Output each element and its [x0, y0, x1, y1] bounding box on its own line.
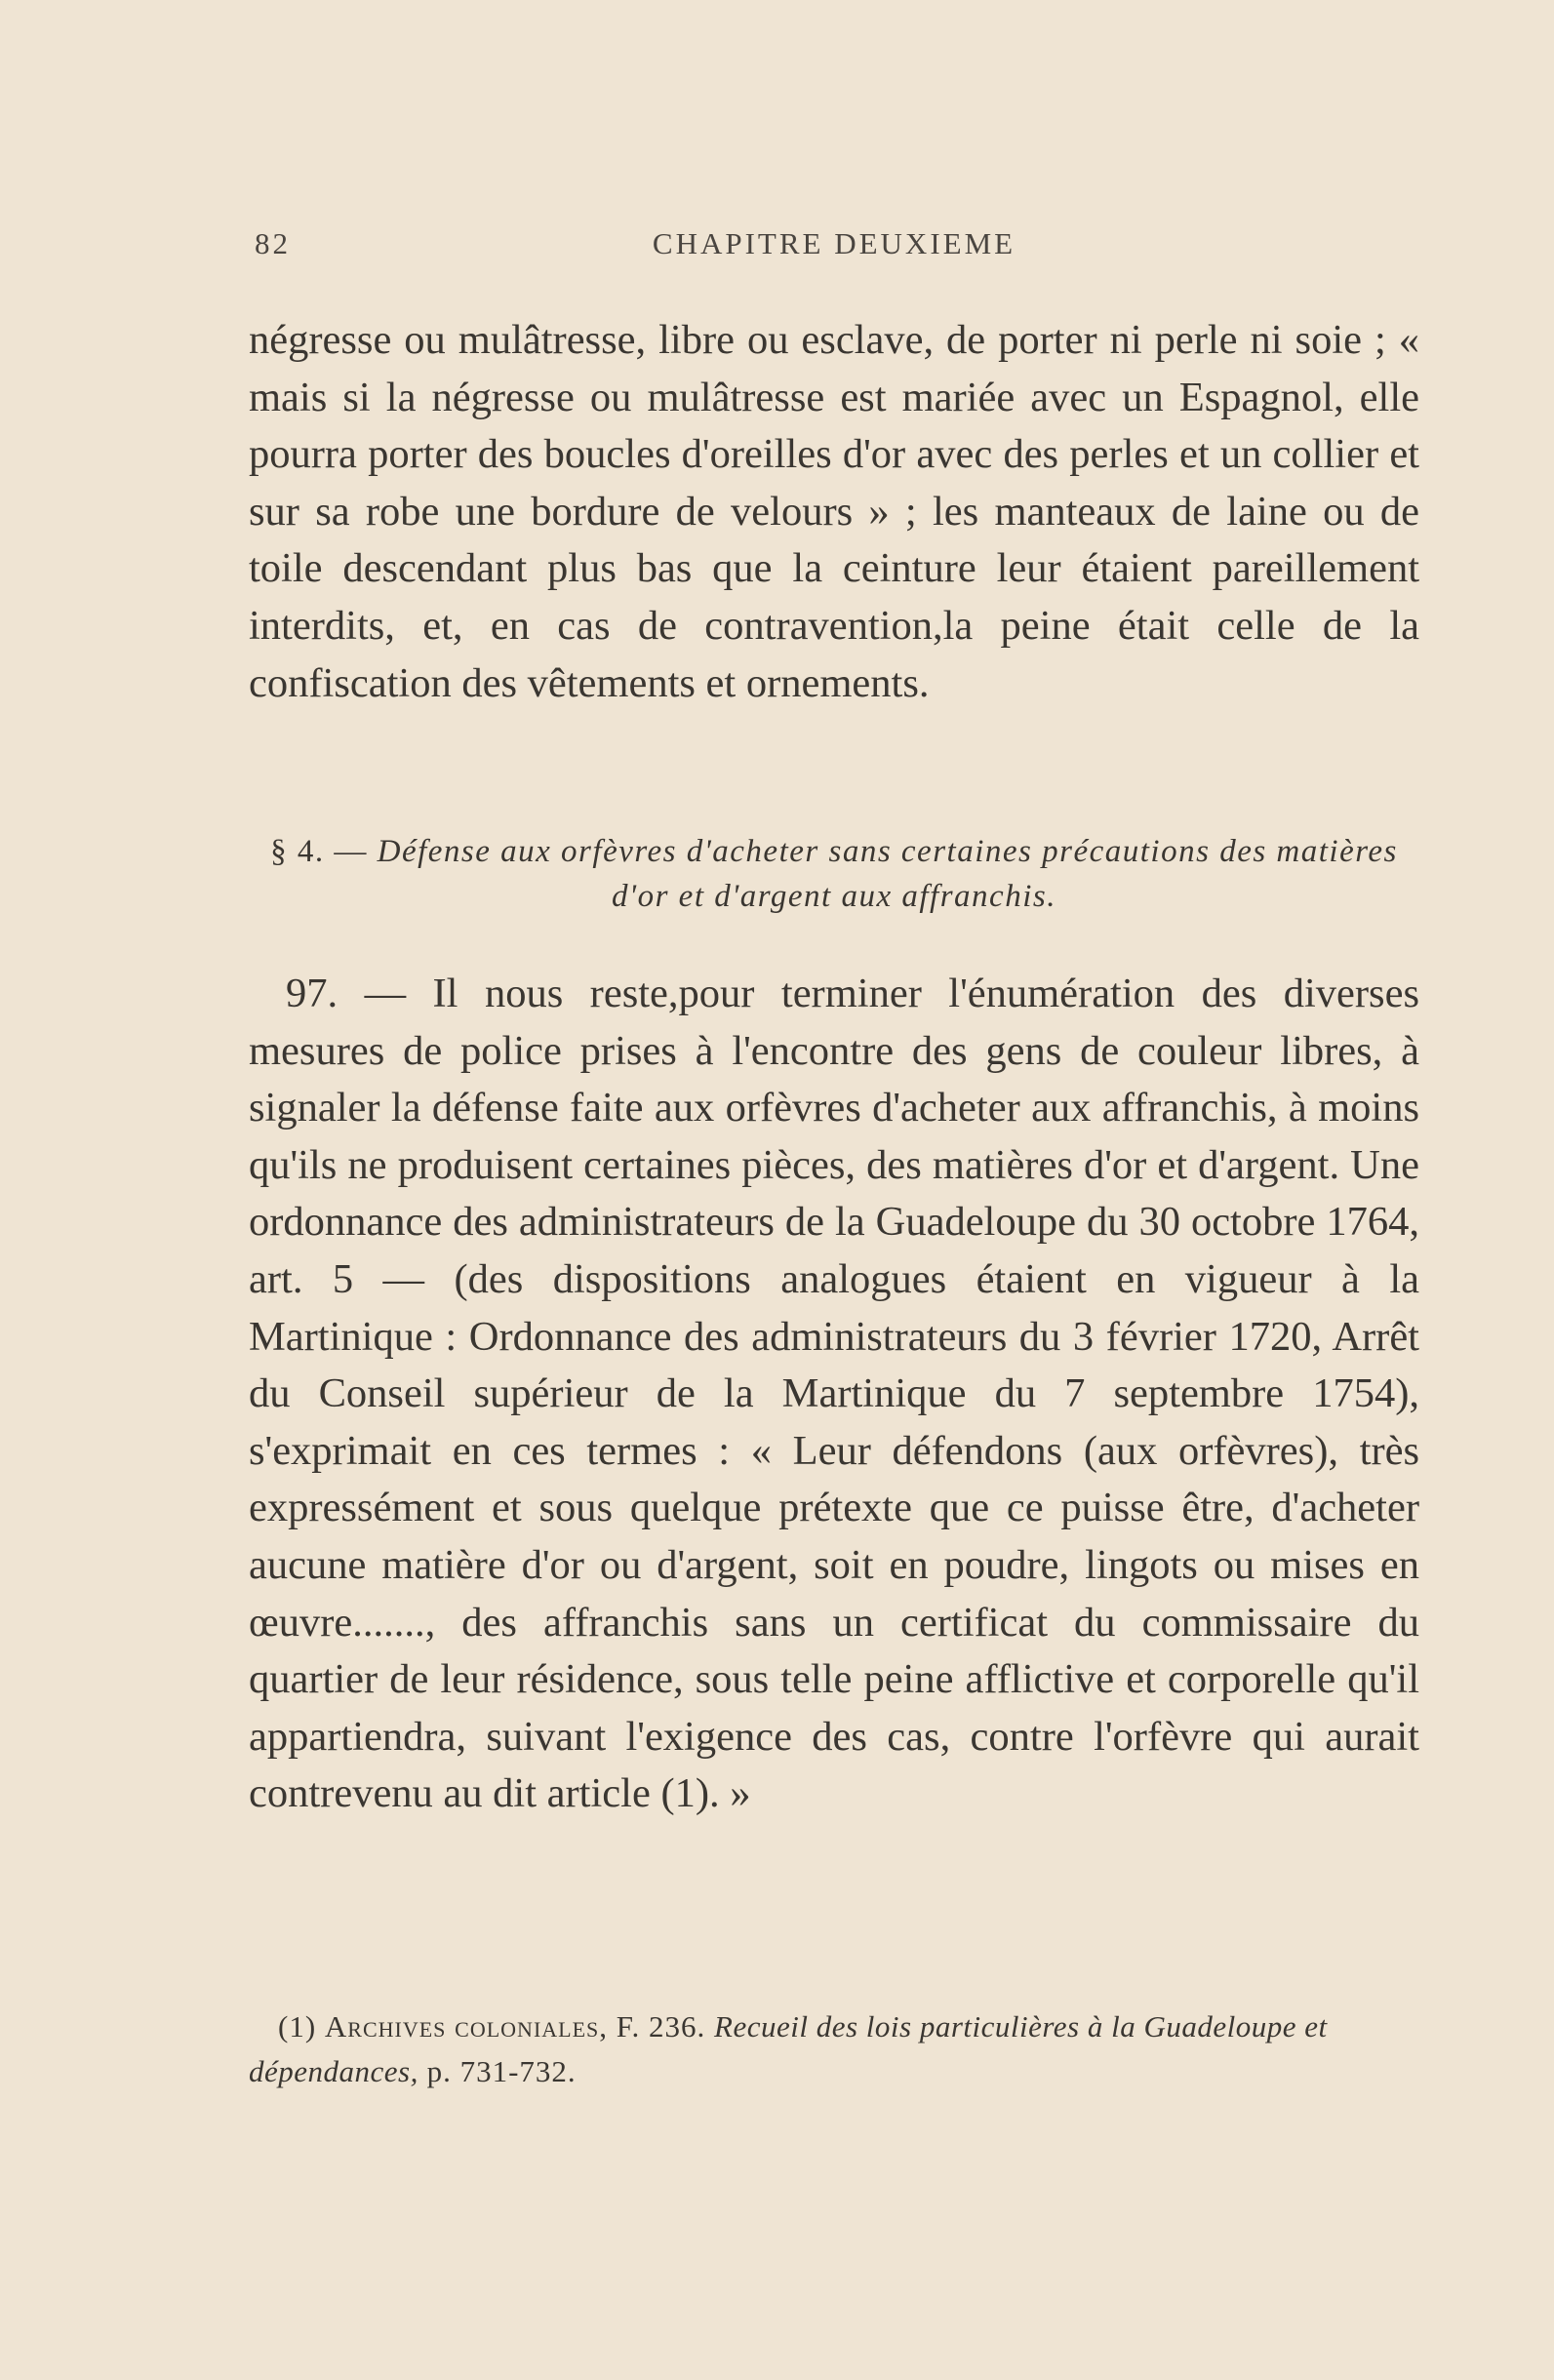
footnote-pages: p. 731-732.	[426, 2054, 577, 2088]
footnote-ref: F. 236.	[616, 2009, 706, 2043]
section-heading	[249, 829, 1419, 919]
footnote-title: Recueil des lois particulières à la Guadeloupe et dépendances,	[249, 2009, 1328, 2088]
footnote	[249, 2004, 1419, 2094]
running-head: CHAPITRE DEUXIEME	[652, 226, 1016, 260]
section-number: § 4. —	[270, 834, 368, 869]
page-header	[249, 226, 1419, 275]
paragraph-continued: négresse ou mulâtresse, libre ou esclave, de porter ni perle ni soie ; « mais si la négresse ou mulâtresse est mariée avec un Espagnol, elle pourra porter des boucles d'oreilles d'or avec des perles et un collier et sur sa robe une bordure de velours » ; les manteaux de laine ou de toile descendant plus bas que la ceinture leur étaient pareillement interdits, et, en cas de contravention,la peine était celle de la confiscation des vêtements et ornements.	[249, 317, 1419, 706]
footnote-marker: (1)	[278, 2009, 317, 2043]
page-number: 82	[255, 226, 291, 260]
paragraph-97: 97. — Il nous reste,pour terminer l'énumération des diverses mesures de police prises à l'encontre des gens de couleur libres, à signaler la défense faite aux orfèvres d'acheter aux affranchis, à moins qu'ils ne produisent certaines pièces, des matières d'or et d'argent. Une ordonnance des administrateurs de la Guadeloupe du 30 octobre 1764, art. 5 — (des dispositions analogues étaient en vigueur à la Martinique : Ordonnance des administrateurs du 3 février 1720, Arrêt du Conseil supérieur de la Martinique du 7 septembre 1754), s'exprimait en ces termes : « Leur défendons (aux orfèvres), très expressément et sous quelque prétexte que ce puisse être, d'acheter aucune matière d'or ou d'argent, soit en poudre, lingots ou mises en œuvre......., des affranchis sans un certificat du commissaire du quartier de leur résidence, sous telle peine afflictive et corporelle qu'il appartiendra, suivant l'exigence des cas, contre l'orfèvre qui aurait contrevenu au dit article (1). »	[249, 971, 1419, 1817]
footnote-source: Archives coloniales,	[324, 2009, 609, 2043]
body-text	[249, 312, 1419, 712]
section-title: Défense aux orfèvres d'acheter sans certaines précautions des matières d'or et d'argent aux affranchis.	[377, 834, 1398, 914]
